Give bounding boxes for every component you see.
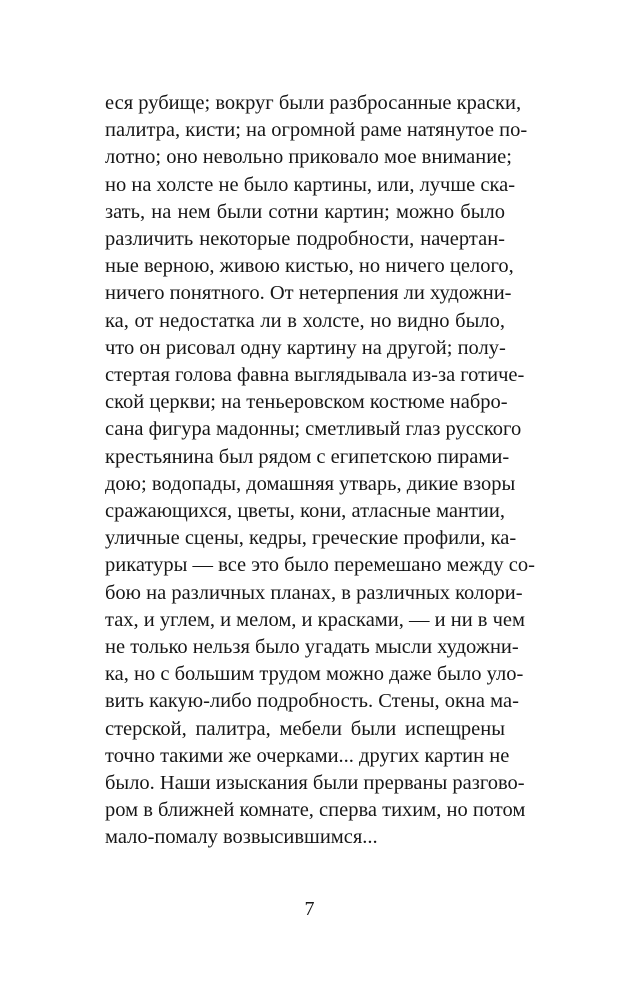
text-line: что он рисовал одну картину на другой; полу- <box>105 336 506 359</box>
text-line: ничего понятного. От нетерпения ли художни- <box>105 282 512 305</box>
text-line: дою; водопады, домашняя утварь, дикие взоры <box>105 472 516 495</box>
text-line: палитра, кисти; на огромной раме натянутое по- <box>105 119 528 142</box>
text-line: мало-помалу возвысившимся... <box>105 826 378 849</box>
text-line: рикатуры — все это было перемешано между со- <box>105 554 535 577</box>
page-number: 7 <box>304 898 315 920</box>
text-line: но на холсте не было картины, или, лучше ска- <box>105 173 516 196</box>
text-line: сана фигура мадонны; сметливый глаз русского <box>105 418 522 441</box>
text-line: ные верною, живою кистью, но ничего целого, <box>105 255 514 278</box>
text-line: вить какую-либо подробность. Стены, окна ма- <box>105 690 519 713</box>
text-line: ка, от недостатка ли в холсте, но видно было, <box>105 309 505 332</box>
body-text <box>105 90 535 852</box>
text-line: ка, но с большим трудом можно даже было уло- <box>105 663 524 686</box>
text-line: зать, на нем были сотни картин; можно было <box>105 200 505 223</box>
text-line: стертая голова фавна выглядывала из-за готиче- <box>105 364 525 387</box>
text-line: точно такими же очерками... других картин не <box>105 744 510 767</box>
text-line: крестьянина был рядом с египетскою пирами- <box>105 445 510 468</box>
text-line: лотно; оно невольно приковало мое внимание; <box>105 146 512 169</box>
text-line: ром в ближней комнате, сперва тихим, но потом <box>105 799 526 822</box>
text-line: уличные сцены, кедры, греческие профили, ка- <box>105 527 517 550</box>
text-line: еся рубище; вокруг были разбросанные краски, <box>105 92 522 114</box>
text-line: не только нельзя было угадать мысли художни- <box>105 636 519 659</box>
text-line: сражающихся, цветы, кони, атласные мантии, <box>105 500 505 523</box>
text-line: тах, и углем, и мелом, и красками, — и ни в чем <box>105 608 525 631</box>
text-line: бою на различных планах, в различных колори- <box>105 581 523 604</box>
text-line: ской церкви; на теньеровском костюме набро- <box>105 391 508 414</box>
text-line: различить некоторые подробности, начертан- <box>105 228 505 251</box>
text-line: было. Наши изыскания были прерваны разгово- <box>105 772 525 795</box>
text-line: стерской, палитра, мебели были испещрены <box>105 717 505 740</box>
